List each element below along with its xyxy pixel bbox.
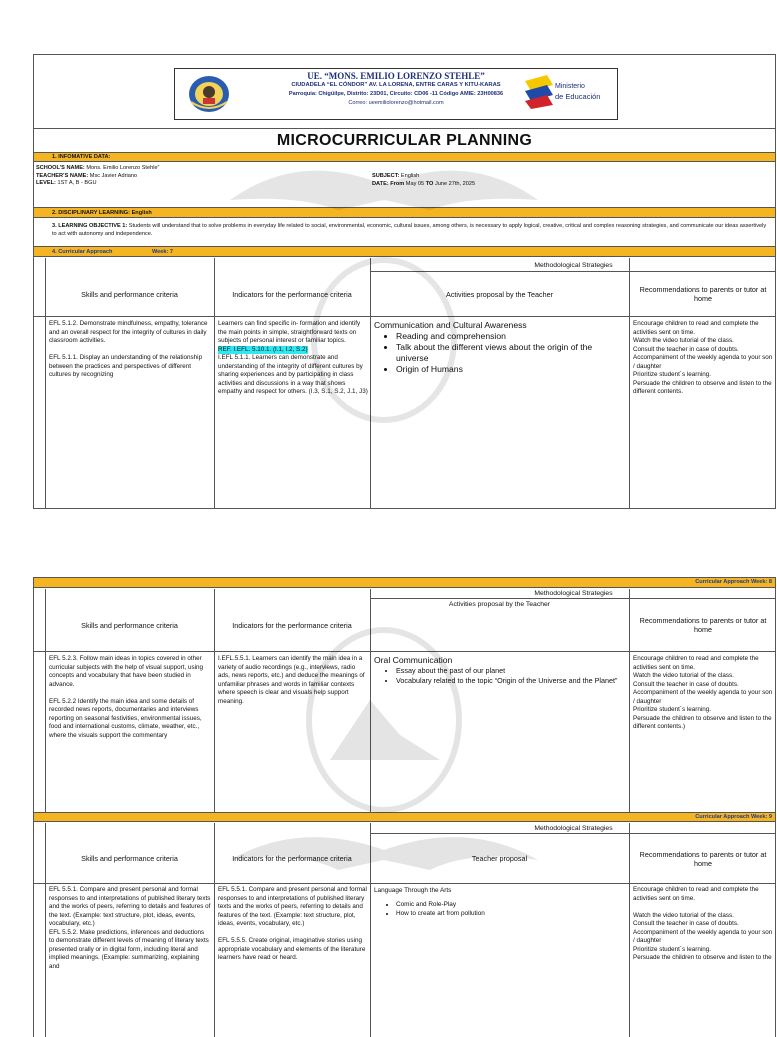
w9-skills: EFL 5.5.1. Compare and present personal and formal responses to and interpretations of published literary texts and the works of peers, referring to details and features of the text. (Example: text structure, plot, ideas, events, vocabulary, etc.) EFL 5.5.2. Make predictions, inferences and deductions to demonstrate different levels of meaning of literary texts presented orally or in digital form, including literal and implied meanings. (Example: summarizing, explaining and bbox=[49, 886, 211, 970]
activity-item: • Reading and comprehension bbox=[396, 331, 624, 342]
activity-item: • How to create art from pollution bbox=[396, 909, 624, 918]
w7-skills: EFL 5.1.2. Demonstrate mindfulness, empathy, tolerance and an overall respect for the integrity of cultures in daily classroom activities. EFL 5.1.1. Display an understanding of the relationship between the practices and perspectives of different cultures by recognizing bbox=[49, 320, 208, 378]
col-indicators: Indicators for the performance criteria bbox=[232, 289, 352, 299]
w8-skills: EFL 5.2.3. Follow main ideas in topics covered in other curricular subjects with the help of visual support, using concepts and vocabulary that have been studied in advance. EFL 5.2.2 Identify the main idea and some details of recorded news reports, documentaries and interviews reporting on seasonal festivities, environmental issues, food and international customs, climate, weather, etc., where the visuals support the commentary bbox=[49, 655, 204, 739]
section-informative: 1. INFOMATIVE DATA: bbox=[34, 153, 775, 162]
activity-item: • Comic and Role-Play bbox=[396, 900, 624, 909]
w9-indicators: EFL 5.5.1. Compare and present personal and formal responses to and interpretations of published literary texts and the works of peers, referring to details and features of the text. (Example: text structure, plot, ideas, events, vocabulary, etc.) EFL 5.5.5. Create original, imaginative stories using appropriate vocabulary and elements of the literature learners have read or heard. bbox=[218, 886, 367, 961]
school-address: CIUDADELA “EL CÓNDOR” AV. LA LORENA, ENTRE CARAS Y KITU-KARAS bbox=[291, 82, 501, 88]
col-methodological: Methodological Strategies bbox=[534, 261, 613, 269]
w8-indicators: I.EFL.5.5.1. Learners can identify the main idea in a variety of audio recordings (e.g., interviews, radio ads, news reports, etc.) and deduce the meanings of unfamiliar phrases and words in familiar contexts where speech is clear and visuals help support meaning. bbox=[218, 655, 365, 705]
w7-indicators: Learners can find specific in- formation and identify the main points in simple, straightforward texts on subjects of personal interest or familiar topics. REF. I.EFL. 5.10.1. (I.1, I.2, S.2) I.EFL 5.1.1. Learners can demonstrate and understanding of the integrity of different cultures by sharing experiences and by participating in class activities and discussions in a way that shows empathy and respect for others. (I.3, S.1, S.2, J.1, J3) bbox=[218, 320, 368, 395]
col-methodological-w8: Methodological Strategies bbox=[534, 590, 613, 597]
col-recommendations-w9: Recommendations to parents or tutor at home bbox=[639, 849, 767, 868]
col-skills-w9: Skills and performance criteria bbox=[81, 854, 178, 863]
informative-data: SCHOOL’S NAME: Mons. Emilio Lorenzo Stehle” TEACHER’S NAME: Msc Javier Adriano LEVEL: 1ST A, B - BGU SUBJECT: English DATE: From May 05 TO June 27th, 2025 bbox=[36, 165, 476, 187]
planning-table-week8-9 bbox=[33, 577, 776, 1037]
w9-recommendations: Encourage children to read and complete the activities sent on time. Watch the video tutorial of the class. Consult the teacher in case of doubts. Accompaniment of the weekly agenda to your son / daughter Prioritize student´s learning. Persuade the children to observe and listen to the bbox=[633, 886, 773, 961]
ministry-logo: Ministerio de Educación bbox=[525, 75, 615, 111]
week8-grid bbox=[34, 589, 775, 812]
school-title: UE. “MONS. EMILIO LORENZO STEHLE” bbox=[307, 71, 485, 81]
school-header bbox=[34, 55, 775, 128]
activity-item: • Talk about the different views about the origin of the universe bbox=[396, 342, 624, 364]
learning-objective: 3. LEARNING OBJECTIVE 1: Students will understand that to solve problems in everyday life related to social, environmental, economic, cultural issues, among others, is necessary to apply logical, creative, critical and complex reasoning strategies, and communicate our ideas assertively to act with autonomy and independence. bbox=[52, 223, 767, 237]
col-indicators-w8: Indicators for the performance criteria bbox=[232, 620, 352, 630]
school-parish: Parroquia: Chigüilpe, Distrito: 23D01, Circuito: CD06 -11 Código AMIE: 23H00836 bbox=[288, 91, 504, 97]
w8-recommendations: Encourage children to read and complete the activities sent on time. Watch the video tutorial of the class. Consult the teacher in case of doubts. Accompaniment of the weekly agenda to your son / daughter Prioritize student´s learning. Persuade the children to observe and listen to the different contents.) bbox=[633, 655, 773, 730]
school-email: Correo: ueemiliolorenzo@hotmail.com bbox=[348, 100, 444, 106]
col-skills: Skills and performance criteria bbox=[81, 289, 178, 299]
col-skills-w8: Skills and performance criteria bbox=[81, 620, 178, 630]
section-disciplinary: 2. DISCIPLINARY LEARNING: English bbox=[34, 207, 775, 218]
col-activities-w8: Activities proposal by the Teacher bbox=[448, 601, 551, 608]
week8-band: Curricular Approach Week: 8 bbox=[34, 578, 775, 588]
col-recommendations: Recommendations to parents or tutor at home bbox=[639, 285, 767, 303]
w7-recommendations: Encourage children to read and complete the activities sent on time. Watch the video tutorial of the class. Consult the teacher in case of doubts. Accompaniment of the weekly agenda to your son / daughter Prioritize student´s learning. Persuade the children to observe and listen to the different contents. bbox=[633, 320, 773, 395]
activity-item: • Essay about the past of our planet bbox=[396, 666, 624, 676]
w8-activities: Oral Communication • Essay about the past of our planet • Vocabulary related to the topic “Origin of the Universe and the Planet” bbox=[374, 655, 624, 686]
col-indicators-w9: Indicators for the performance criteria bbox=[232, 854, 352, 863]
col-activities: Activities proposal by the Teacher bbox=[446, 289, 553, 299]
document-title: MICROCURRICULAR PLANNING bbox=[276, 132, 533, 149]
w7-activities: Communication and Cultural Awareness • Reading and comprehension • Talk about the different views about the origin of the universe • Origin of Humans bbox=[374, 320, 624, 375]
week9-grid bbox=[34, 823, 775, 1037]
activity-item: • Origin of Humans bbox=[396, 364, 624, 375]
section-curricular-approach: 4. Curricular Approach Week: 7 bbox=[34, 246, 775, 257]
planning-table-week7 bbox=[33, 54, 776, 509]
col-methodological-w9: Methodological Strategies bbox=[534, 824, 613, 832]
activity-item: • Vocabulary related to the topic “Origin of the Universe and the Planet” bbox=[396, 676, 624, 686]
week9-band: Curricular Approach Week: 9 bbox=[34, 812, 775, 822]
week7-grid bbox=[34, 258, 775, 508]
school-banner bbox=[174, 68, 618, 120]
w9-activities: Language Through the Arts • Comic and Role-Play • How to create art from pollution bbox=[374, 886, 624, 918]
col-teacher-proposal: Teacher proposal bbox=[471, 854, 528, 863]
col-recommendations-w8: Recommendations to parents or tutor at home bbox=[639, 616, 767, 634]
